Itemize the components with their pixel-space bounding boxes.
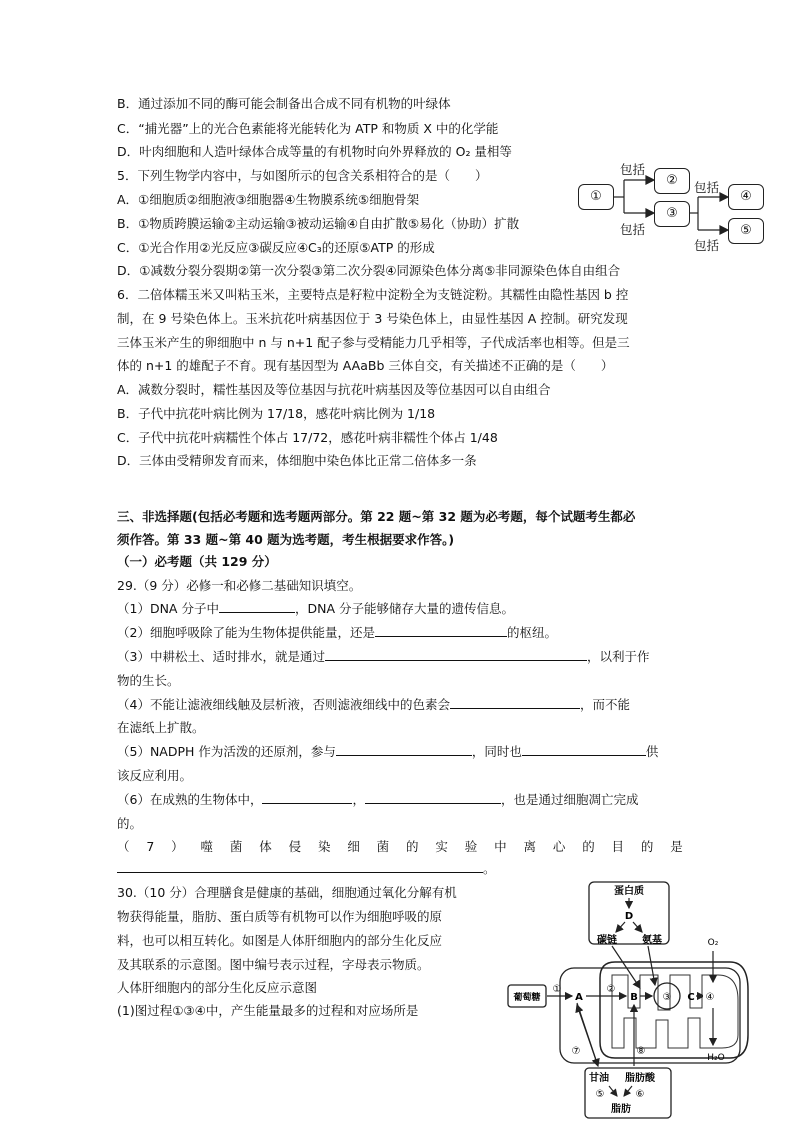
q6-option-c: C．子代中抗花叶病糯性个体占 17/72，感花叶病非糯性个体占 1/48 bbox=[117, 430, 498, 445]
q30-stem-line-4: 及其联系的示意图。图中编号表示过程，字母表示物质。 bbox=[117, 957, 430, 972]
char: 染 bbox=[317, 839, 331, 854]
char: 离 bbox=[523, 839, 536, 854]
char: 的 bbox=[640, 839, 654, 854]
water-label: H₂O bbox=[707, 1053, 725, 1063]
char: 体 bbox=[259, 839, 272, 854]
text: ，而不能 bbox=[579, 697, 630, 712]
process-2-label: ② bbox=[606, 984, 616, 995]
char: 的 bbox=[406, 839, 419, 854]
substance-d: D bbox=[624, 911, 634, 922]
process-5-label: ⑤ bbox=[595, 1089, 605, 1100]
char: 菌 bbox=[376, 839, 390, 854]
q6-stem-line-2: 制，在 9 号染色体上。玉米抗花叶病基因位于 3 号染色体上，由显性基因 A 控制。研究发现 bbox=[117, 311, 628, 326]
char: 7 bbox=[146, 839, 155, 854]
process-1-label: ① bbox=[552, 984, 562, 995]
q29-item-6-cont: 的。 bbox=[117, 816, 143, 831]
char: 是 bbox=[670, 839, 683, 854]
q4-option-b: B．通过添加不同的酶可能会制备出合成不同有机物的叶绿体 bbox=[117, 96, 451, 111]
q29-item-4-cont: 在滤纸上扩散。 bbox=[117, 720, 205, 735]
node-5: ⑤ bbox=[728, 218, 764, 244]
text: 。 bbox=[483, 861, 496, 876]
q6-option-b: B．子代中抗花叶病比例为 17/18，感花叶病比例为 1/18 bbox=[117, 406, 436, 421]
node-3: ③ bbox=[654, 201, 690, 227]
q30-diagram-caption: 人体肝细胞内的部分生化反应示意图 bbox=[117, 980, 318, 995]
substance-c: C bbox=[687, 992, 695, 1003]
text: （5）NADPH 作为活泼的还原剂，参与 bbox=[117, 744, 336, 759]
char: 心 bbox=[552, 839, 566, 854]
q5-option-c: C．①光合作用②光反应③碳反应④C₃的还原⑤ATP 的形成 bbox=[117, 240, 435, 255]
node-1: ① bbox=[578, 184, 614, 210]
section-heading-line-2: 须作答。第 33 题~第 40 题为选考题，考生根据要求作答。) bbox=[117, 532, 455, 547]
char: 噬 bbox=[200, 839, 214, 854]
text: 供 bbox=[645, 744, 659, 759]
carbon-chain-label: 碳链 bbox=[597, 935, 617, 946]
text: ，也是通过细胞凋亡完成 bbox=[500, 792, 639, 807]
mitochondrion bbox=[600, 962, 748, 1058]
q30-stem-line-3: 料，也可以相互转化。如图是人体肝细胞内的部分生化反应 bbox=[117, 933, 443, 948]
q30-stem-line-2: 物获得能量，脂肪、蛋白质等有机物可以作为细胞呼吸的原 bbox=[117, 909, 443, 924]
arrow-icon bbox=[648, 946, 655, 985]
process-8-label: ⑧ bbox=[636, 1046, 646, 1057]
q6-stem-line-4: 体的 n+1 的雄配子不育。现有基因型为 AAaBb 三体自交，有关描述不正确的是（ ） bbox=[117, 358, 614, 373]
q6-option-d: D．三体由受精卵发育而来，体细胞中染色体比正常二倍体多一条 bbox=[117, 453, 477, 468]
char: 验 bbox=[464, 839, 478, 854]
glucose-label: 葡萄糖 bbox=[513, 993, 541, 1003]
substance-b: B bbox=[630, 992, 638, 1003]
q6-stem-line-1: 6．二倍体糯玉米又叫粘玉米，主要特点是籽粒中淀粉全为支链淀粉。其糯性由隐性基因 b 控 bbox=[117, 287, 629, 302]
char: （ bbox=[117, 839, 130, 854]
q6-stem-line-3: 三体玉米产生的卵细胞中 n 与 n+1 配子参与受精能力几乎相等，子代成活率也相等。但是三 bbox=[117, 335, 630, 350]
section-heading-line-1: 三、非选择题(包括必考题和选考题两部分。第 22 题~第 32 题为必考题，每个试题考生都必 bbox=[117, 509, 636, 524]
process-6-label: ⑥ bbox=[635, 1089, 645, 1100]
char: 目 bbox=[611, 839, 625, 854]
q29-stem: 29.（9 分）必修一和必修二基础知识填空。 bbox=[117, 578, 362, 593]
text: ，DNA 分子能够储存大量的遗传信息。 bbox=[294, 601, 514, 616]
text: （3）中耕松土、适时排水，就是通过 bbox=[117, 649, 325, 664]
node-4: ④ bbox=[728, 184, 764, 210]
text: （4）不能让滤液细线触及层析液，否则滤液细线中的色素会 bbox=[117, 697, 450, 712]
q5-option-a: A．①细胞质②细胞液③细胞器④生物膜系统⑤细胞骨架 bbox=[117, 192, 420, 207]
q5-stem: 5．下列生物学内容中，与如图所示的包含关系相符合的是（ ） bbox=[117, 168, 488, 183]
q4-option-d: D．叶肉细胞和人造叶绿体合成等量的有机物时向外界释放的 O₂ 量相等 bbox=[117, 144, 512, 159]
includes-label: 包括 bbox=[620, 162, 646, 177]
text: ，以利于作 bbox=[586, 649, 650, 664]
text: ， bbox=[352, 792, 365, 807]
protein-label: 蛋白质 bbox=[614, 886, 644, 897]
char: 实 bbox=[435, 839, 448, 854]
text: ，同时也 bbox=[471, 744, 522, 759]
char: 侵 bbox=[288, 839, 302, 854]
subsection-heading: （一）必考题（共 129 分） bbox=[117, 554, 277, 569]
char: 的 bbox=[582, 839, 595, 854]
q5-option-b: B．①物质跨膜运输②主动运输③被动运输④自由扩散⑤易化（协助）扩散 bbox=[117, 216, 520, 231]
char: ） bbox=[171, 839, 184, 854]
process-3-label: ③ bbox=[662, 992, 672, 1003]
text: （1）DNA 分子中 bbox=[117, 601, 219, 616]
process-7-label: ⑦ bbox=[571, 1046, 581, 1057]
char: 细 bbox=[347, 839, 360, 854]
node-2: ② bbox=[654, 168, 690, 194]
includes-label: 包括 bbox=[620, 222, 646, 237]
q5-option-d: D．①减数分裂分裂期②第一次分裂③第二次分裂④同源染色体分离⑤非同源染色体自由组合 bbox=[117, 263, 621, 278]
text: 的枢纽。 bbox=[506, 625, 557, 640]
oxygen-label: O₂ bbox=[707, 938, 719, 948]
arrow-icon bbox=[612, 946, 640, 988]
process-4-label: ④ bbox=[705, 992, 715, 1003]
q4-option-c: C．“捕光器”上的光合色素能将光能转化为 ATP 和物质 X 中的化学能 bbox=[117, 121, 499, 136]
q30-question-1: (1)图过程①③④中，产生能量最多的过程和对应场所是 bbox=[117, 1003, 419, 1018]
q29-item-3-cont: 物的生长。 bbox=[117, 673, 180, 688]
text: （6）在成熟的生物体中， bbox=[117, 792, 263, 807]
char: 菌 bbox=[229, 839, 243, 854]
includes-label: 包括 bbox=[694, 180, 720, 195]
fat-label: 脂肪 bbox=[611, 1104, 631, 1115]
amino-group-label: 氨基 bbox=[642, 935, 662, 946]
char: 中 bbox=[494, 839, 507, 854]
substance-a: A bbox=[575, 992, 583, 1003]
includes-label: 包括 bbox=[694, 238, 720, 253]
q30-stem-line-1: 30.（10 分）合理膳食是健康的基础，细胞通过氧化分解有机 bbox=[117, 885, 457, 900]
q6-option-a: A．减数分裂时，糯性基因及等位基因与抗花叶病基因及等位基因可以自由组合 bbox=[117, 382, 551, 397]
glycerol-label: 甘油 bbox=[589, 1073, 609, 1084]
q29-item-5-cont: 该反应利用。 bbox=[117, 768, 193, 783]
fatty-acid-label: 脂肪酸 bbox=[625, 1073, 655, 1084]
text: （2）细胞呼吸除了能为生物体提供能量，还是 bbox=[117, 625, 375, 640]
